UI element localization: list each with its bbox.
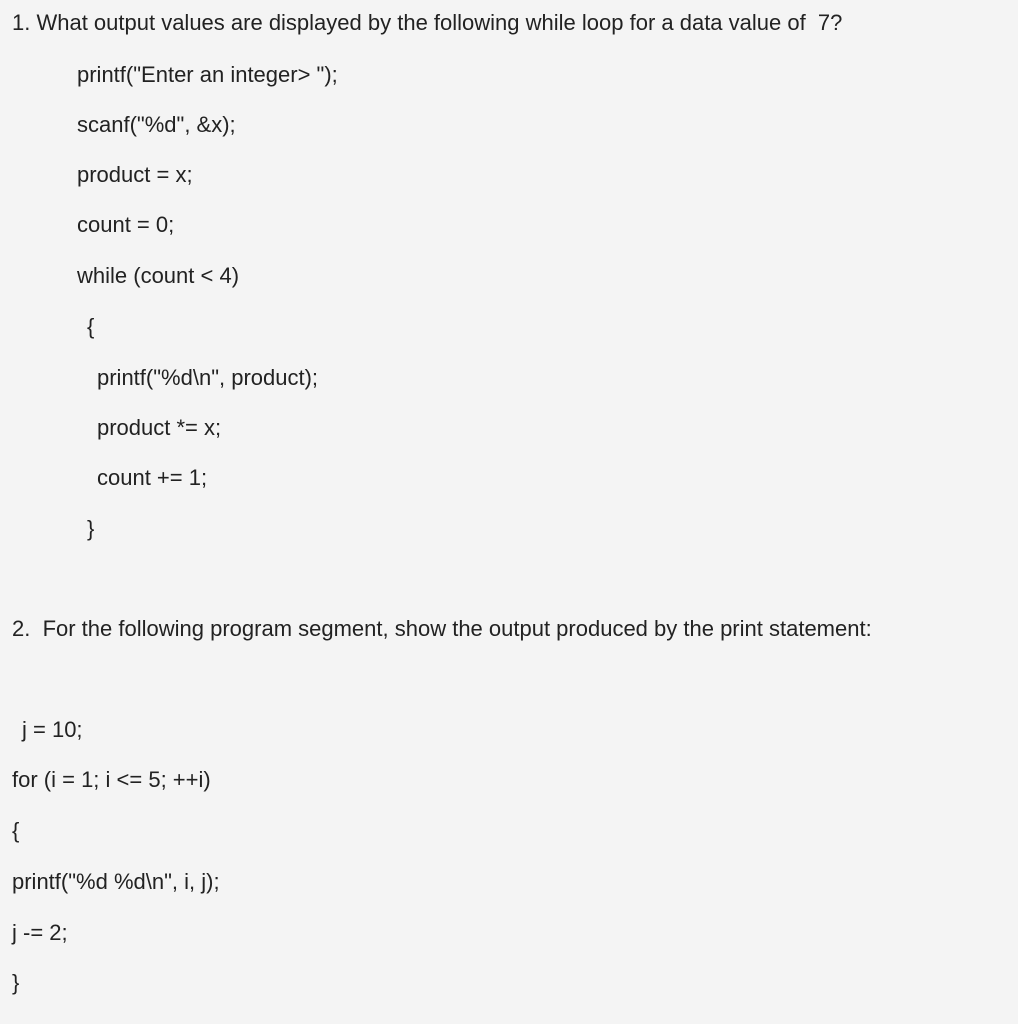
code-line: }: [87, 516, 95, 541]
code-line: }: [12, 970, 20, 995]
code-line: count = 0;: [77, 212, 175, 237]
code-line: printf("%d\n", product);: [97, 365, 319, 390]
code-line: while (count < 4): [77, 263, 240, 288]
code-line: printf("Enter an integer> ");: [77, 62, 338, 87]
code-line: printf("%d %d\n", i, j);: [12, 869, 220, 894]
code-line: j -= 2;: [12, 920, 68, 945]
question-2-prompt: 2. For the following program segment, show the output produced by the print statement:: [12, 616, 872, 641]
code-line: count += 1;: [97, 465, 208, 490]
code-line: product = x;: [77, 162, 193, 187]
code-line: for (i = 1; i <= 5; ++i): [12, 767, 211, 792]
code-line: {: [87, 314, 95, 339]
question-1-prompt: 1. What output values are displayed by the following while loop for a data value of 7?: [12, 10, 843, 35]
code-line: scanf("%d", &x);: [77, 112, 236, 137]
code-line: {: [12, 818, 20, 843]
code-line: product *= x;: [97, 415, 222, 440]
code-line: j = 10;: [22, 717, 83, 742]
